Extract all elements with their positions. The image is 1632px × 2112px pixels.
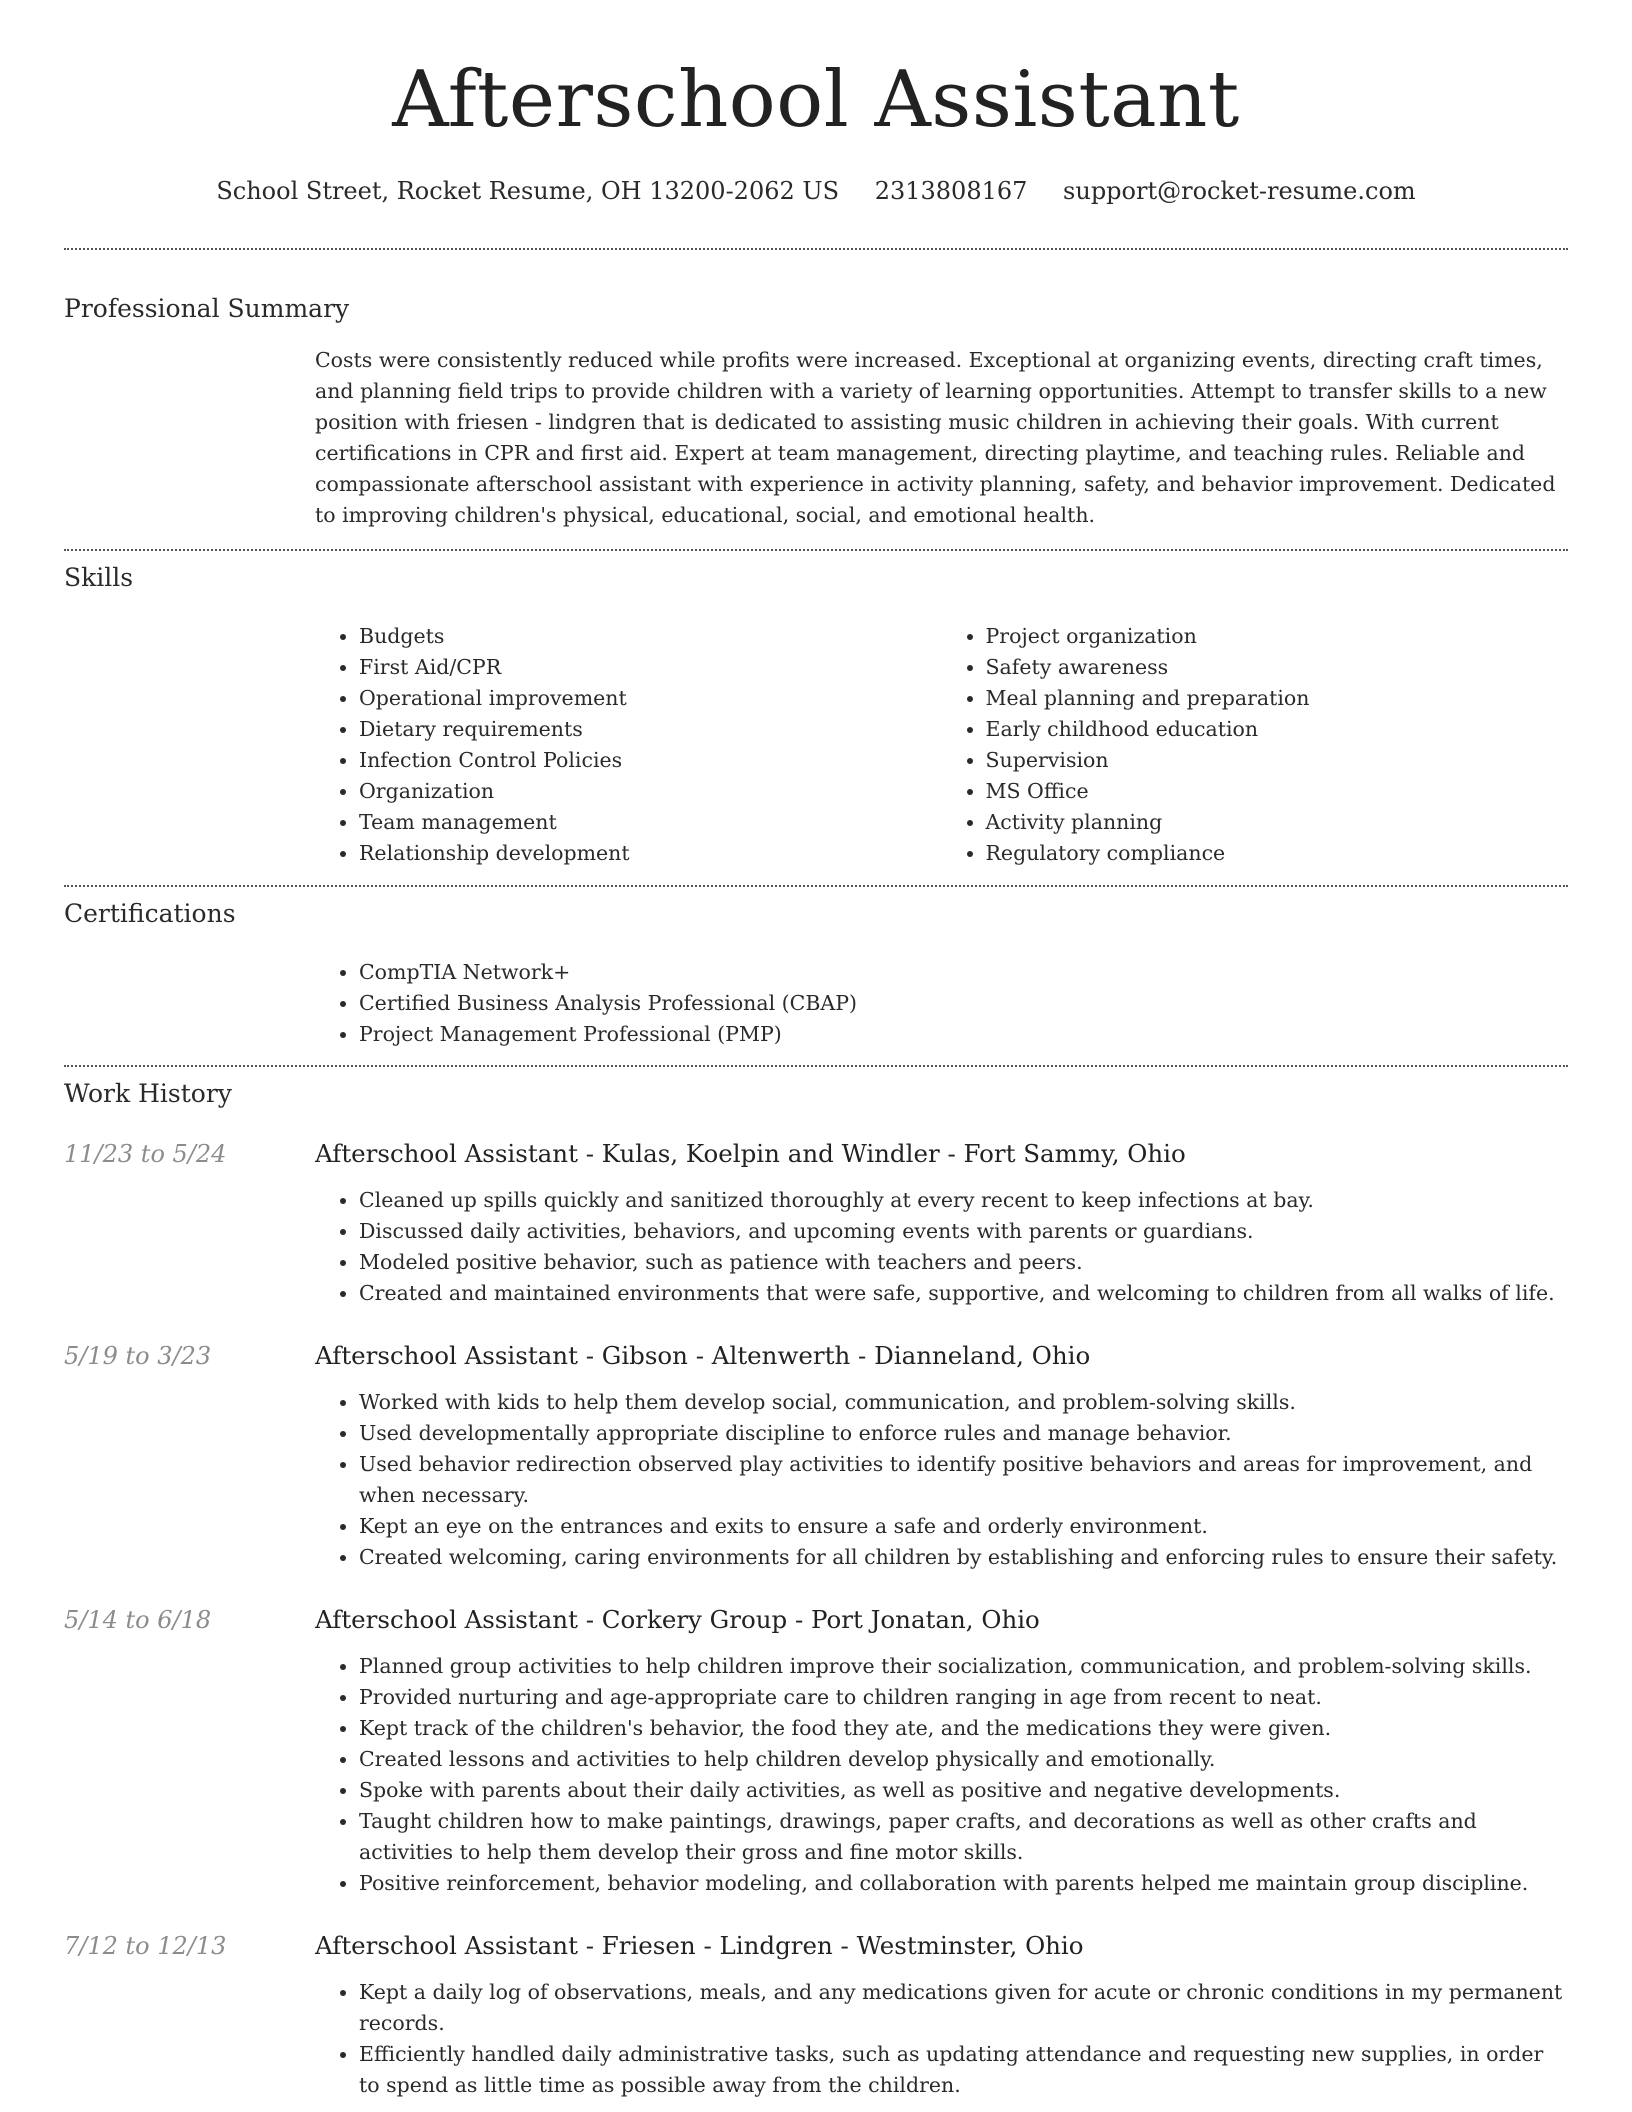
job-entry bbox=[64, 1137, 1568, 1309]
list-item: • Spoke with parents about their daily activities, as well as positive and negative developments. bbox=[359, 1775, 1568, 1806]
certifications-heading: Certifications bbox=[64, 899, 236, 928]
list-item: • Worked with kids to help them develop social, communication, and problem-solving skills. bbox=[359, 1387, 1568, 1418]
list-item: • Provided nurturing and age-appropriate care to children ranging in age from recent to neat. bbox=[359, 1682, 1568, 1713]
list-item: • Modeled positive behavior, such as patience with teachers and peers. bbox=[359, 1247, 1568, 1278]
job-title: Afterschool Assistant - Kulas, Koelpin and Windler - Fort Sammy, Ohio bbox=[315, 1139, 1186, 1168]
list-item: • Used behavior redirection observed play activities to identify positive behaviors and areas for improvement, and when necessary. bbox=[359, 1449, 1568, 1511]
job-dates: 7/12 to 12/13 bbox=[64, 1932, 227, 1960]
list-item: • Infection Control Policies bbox=[359, 745, 942, 776]
job-entry bbox=[64, 1603, 1568, 1899]
job-entry bbox=[64, 1929, 1568, 2101]
list-item: • Kept track of the children's behavior, the food they ate, and the medications they were given. bbox=[359, 1713, 1568, 1744]
summary-heading: Professional Summary bbox=[64, 294, 350, 323]
list-item: • Organization bbox=[359, 776, 942, 807]
list-item: • Certified Business Analysis Professional (CBAP) bbox=[359, 988, 1568, 1019]
job-bullet-list bbox=[315, 1651, 1568, 1899]
list-item: • Regulatory compliance bbox=[986, 838, 1569, 869]
page-title: Afterschool Assistant bbox=[392, 55, 1240, 145]
list-item: • CompTIA Network+ bbox=[359, 957, 1568, 988]
certifications-section bbox=[64, 887, 1568, 1050]
list-item: • Planned group activities to help children improve their socialization, communication, and problem-solving skills. bbox=[359, 1651, 1568, 1682]
list-item: • Meal planning and preparation bbox=[986, 683, 1569, 714]
list-item: • First Aid/CPR bbox=[359, 652, 942, 683]
list-item: • Used developmentally appropriate discipline to enforce rules and manage behavior. bbox=[359, 1418, 1568, 1449]
job-entry bbox=[64, 1339, 1568, 1573]
list-item: • Created welcoming, caring environments for all children by establishing and enforcing rules to ensure their safety. bbox=[359, 1542, 1568, 1573]
certifications-list bbox=[315, 957, 1568, 1050]
contact-address: School Street, Rocket Resume, OH 13200-2062 US bbox=[216, 177, 840, 205]
job-bullet-list bbox=[315, 1387, 1568, 1573]
list-item: • Relationship development bbox=[359, 838, 942, 869]
list-item: • Positive reinforcement, behavior modeling, and collaboration with parents helped me maintain group discipline. bbox=[359, 1868, 1568, 1899]
list-item: • Budgets bbox=[359, 621, 942, 652]
list-item: • Activity planning bbox=[986, 807, 1569, 838]
summary-text: Costs were consistently reduced while profits were increased. Exceptional at organizing events, directing craft times, and planning field trips to provide children with a variety of learning opportunities. Attempt to transfer skills to a new position with friesen - lindgren that is dedicated to assisting music children in achieving their goals. With current certifications in CPR and first aid. Expert at team management, directing playtime, and teaching rules. Reliable and compassionate afterschool assistant with experience in activity planning, safety, and behavior improvement. Dedicated to improving children's physical, educational, social, and emotional health. bbox=[315, 348, 1556, 527]
job-dates: 5/19 to 3/23 bbox=[64, 1342, 212, 1370]
job-dates: 11/23 to 5/24 bbox=[64, 1140, 227, 1168]
summary-section bbox=[64, 250, 1568, 531]
contact-phone: 2313808167 bbox=[874, 177, 1028, 205]
list-item: • Operational improvement bbox=[359, 683, 942, 714]
list-item: • Kept a daily log of observations, meals, and any medications given for acute or chronic conditions in my permanent records. bbox=[359, 1977, 1568, 2039]
job-bullet-list bbox=[315, 1977, 1568, 2101]
list-item: • Discussed daily activities, behaviors, and upcoming events with parents or guardians. bbox=[359, 1216, 1568, 1247]
job-bullets bbox=[315, 1651, 1568, 1899]
work-history-section bbox=[64, 1067, 1568, 2101]
contact-email: support@rocket-resume.com bbox=[1063, 177, 1416, 205]
skills-grid bbox=[315, 621, 1568, 869]
skills-heading: Skills bbox=[64, 563, 134, 592]
list-item: • Supervision bbox=[986, 745, 1569, 776]
work-history-heading: Work History bbox=[64, 1079, 232, 1108]
list-item: • Safety awareness bbox=[986, 652, 1569, 683]
skills-list-right bbox=[942, 621, 1569, 869]
list-item: • Created lessons and activities to help children develop physically and emotionally. bbox=[359, 1744, 1568, 1775]
list-item: • Taught children how to make paintings, drawings, paper crafts, and decorations as well as other crafts and activities to help them develop their gross and fine motor skills. bbox=[359, 1806, 1568, 1868]
certifications-items bbox=[315, 957, 1568, 1050]
resume-page bbox=[64, 0, 1568, 2101]
job-bullet-list bbox=[315, 1185, 1568, 1309]
list-item: • Created and maintained environments that were safe, supportive, and welcoming to children from all walks of life. bbox=[359, 1278, 1568, 1309]
list-item: • Cleaned up spills quickly and sanitized thoroughly at every recent to keep infections at bay. bbox=[359, 1185, 1568, 1216]
job-title: Afterschool Assistant - Friesen - Lindgren - Westminster, Ohio bbox=[315, 1931, 1084, 1960]
skills-list-left bbox=[315, 621, 942, 869]
contact-line bbox=[64, 174, 1568, 208]
list-item: • Project Management Professional (PMP) bbox=[359, 1019, 1568, 1050]
job-dates: 5/14 to 6/18 bbox=[64, 1606, 212, 1634]
job-title: Afterschool Assistant - Corkery Group - Port Jonatan, Ohio bbox=[315, 1605, 1040, 1634]
list-item: • Efficiently handled daily administrative tasks, such as updating attendance and requesting new supplies, in order to spend as little time as possible away from the children. bbox=[359, 2039, 1568, 2101]
job-bullets bbox=[315, 1185, 1568, 1309]
list-item: • Project organization bbox=[986, 621, 1569, 652]
job-bullets bbox=[315, 1387, 1568, 1573]
list-item: • MS Office bbox=[986, 776, 1569, 807]
skills-section bbox=[64, 551, 1568, 869]
list-item: • Dietary requirements bbox=[359, 714, 942, 745]
list-item: • Early childhood education bbox=[986, 714, 1569, 745]
job-title: Afterschool Assistant - Gibson - Altenwerth - Dianneland, Ohio bbox=[315, 1341, 1091, 1370]
list-item: • Kept an eye on the entrances and exits to ensure a safe and orderly environment. bbox=[359, 1511, 1568, 1542]
job-bullets bbox=[315, 1977, 1568, 2101]
list-item: • Team management bbox=[359, 807, 942, 838]
